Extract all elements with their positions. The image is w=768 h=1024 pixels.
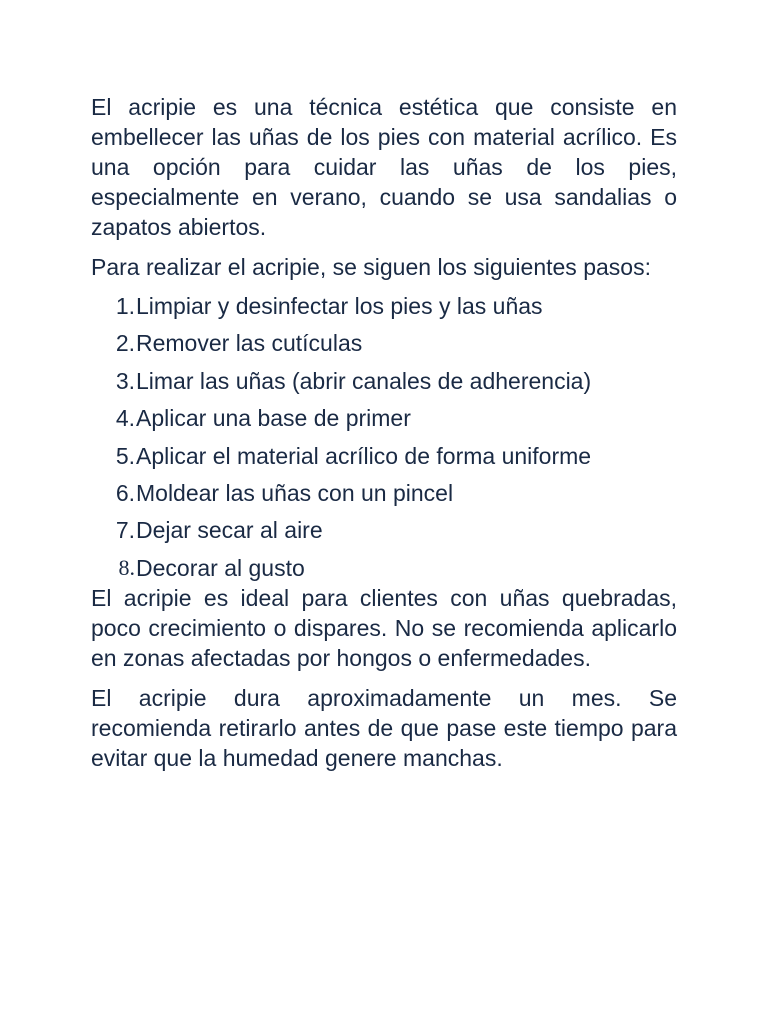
list-item-number: 5. xyxy=(115,442,135,469)
list-item-number: 8. xyxy=(118,554,135,580)
list-item-text: Limpiar y desinfectar los pies y las uñas xyxy=(136,293,543,319)
list-item-text: Moldear las uñas con un pincel xyxy=(136,479,454,506)
list-item xyxy=(91,366,677,403)
list-item-text: Remover las cutículas xyxy=(136,330,363,357)
document-body xyxy=(91,92,677,773)
list-item-text: Decorar al gusto xyxy=(136,554,305,581)
paragraph-steps-intro: Para realizar el acripie, se siguen los siguientes pasos: xyxy=(91,254,651,280)
paragraph-suitability: El acripie es ideal para clientes con uñas quebradas, poco crecimiento o dispares. No se recomienda aplicarlo en zonas afectadas por hongos o enfermedades. xyxy=(91,584,677,671)
list-item-text: Aplicar una base de primer xyxy=(136,405,411,432)
list-item xyxy=(91,403,677,440)
list-item-number: 7. xyxy=(115,517,135,544)
list-item-number: 3. xyxy=(115,367,135,394)
paragraph-duration: El acripie dura aproximadamente un mes. Se recomienda retirarlo antes de que pase este tiempo para evitar que la humedad genere manchas. xyxy=(91,684,677,771)
list-item-text: Limar las uñas (abrir canales de adherencia) xyxy=(136,367,592,394)
steps-list xyxy=(91,291,677,583)
list-item xyxy=(91,553,677,583)
list-item-text: Aplicar el material acrílico de forma uniforme xyxy=(136,442,592,469)
paragraph-intro: El acripie es una técnica estética que consiste en embellecer las uñas de los pies con material acrílico. Es una opción para cuidar las uñas de los pies, especialmente en verano, cuando se usa sandalias o zapatos abiertos. xyxy=(91,94,677,240)
list-item-number: 4. xyxy=(115,405,135,432)
list-item xyxy=(91,291,677,328)
list-item-number: 6. xyxy=(115,479,135,506)
list-item-text: Dejar secar al aire xyxy=(136,517,323,544)
list-item-number: 2. xyxy=(115,330,135,357)
list-item xyxy=(91,328,677,365)
list-item xyxy=(91,478,677,515)
list-item-number: 1. xyxy=(115,293,135,319)
list-item xyxy=(91,515,677,552)
list-item xyxy=(91,441,677,478)
